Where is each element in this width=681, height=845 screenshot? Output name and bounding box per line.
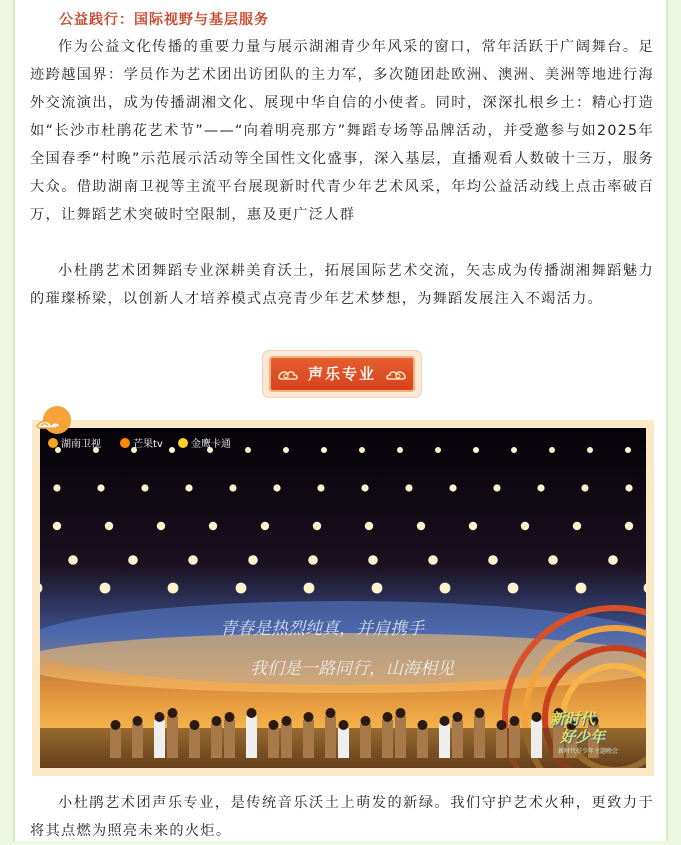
stage-light bbox=[157, 522, 165, 530]
performer-head bbox=[418, 720, 428, 730]
performer bbox=[531, 720, 542, 758]
performer bbox=[452, 720, 463, 758]
stage-light bbox=[417, 522, 425, 530]
stage-light bbox=[449, 484, 456, 491]
performer bbox=[509, 724, 520, 758]
performer bbox=[417, 728, 428, 758]
badge-label: 声乐专业 bbox=[307, 365, 376, 383]
stage-light bbox=[245, 447, 251, 453]
performer-head bbox=[453, 712, 463, 722]
stage-light bbox=[229, 484, 236, 491]
performer-head bbox=[475, 708, 485, 718]
stage-light bbox=[397, 447, 403, 453]
stage-light bbox=[317, 484, 324, 491]
performer-head bbox=[190, 720, 200, 730]
performer bbox=[360, 724, 371, 758]
performer-head bbox=[396, 708, 406, 718]
stage-light bbox=[581, 484, 588, 491]
stage-light bbox=[361, 484, 368, 491]
lyrics-line-2: 我们是一路同行，山海相见 bbox=[250, 659, 454, 679]
performer bbox=[395, 716, 406, 758]
stage-light bbox=[236, 583, 247, 594]
stage-light bbox=[473, 447, 479, 453]
paragraph-vocal-intro: 小杜鹃艺术团声乐专业，是传统音乐沃土上萌发的新绿。我们守护艺术火种，更致力于将其点燃为照亮未来的火炬。 bbox=[30, 795, 654, 839]
stage-light bbox=[168, 583, 179, 594]
stage-light bbox=[365, 522, 373, 530]
stage-light bbox=[321, 447, 327, 453]
stage-light bbox=[313, 522, 321, 530]
paragraph-public-service: 作为公益文化传播的重要力量与展示湖湘青少年风采的窗口，常年活跃于广阔舞台。足迹跨越国界：学员作为艺术团出访团队的主力军，多次随团赴欧洲、澳洲、美洲等地进行海外交流演出，成为传播湖湘文化、展现中华自信的小使者。同时，深深扎根乡土：精心打造如“长沙市杜鹃花艺术节”——“向着明亮那方”舞蹈专场等品牌活动，并受邀参与如2025年全国春季“村晚”示范展示活动等全国性文化盛事，深入基层，直播观看人数破十三万，服务大众。借助湖南卫视等主流平台展现新时代青少年艺术风采，年均公益活动线上点击率破百万，让舞蹈艺术突破时空限制，惠及更广泛人群 bbox=[30, 39, 654, 223]
stage-light bbox=[185, 484, 192, 491]
stage-light bbox=[372, 583, 383, 594]
stage-light bbox=[549, 447, 555, 453]
performer-head bbox=[361, 716, 371, 726]
performer bbox=[439, 724, 450, 758]
article-page bbox=[13, 0, 668, 841]
stage-light bbox=[53, 522, 61, 530]
performer bbox=[224, 720, 235, 758]
performer-head bbox=[497, 720, 507, 730]
performer bbox=[303, 720, 314, 758]
stage-light bbox=[573, 522, 581, 530]
stage-light bbox=[188, 555, 198, 565]
stage-light bbox=[537, 484, 544, 491]
performer bbox=[211, 724, 222, 758]
stage-light bbox=[359, 447, 365, 453]
performer-head bbox=[133, 716, 143, 726]
stage-light bbox=[141, 484, 148, 491]
show-logo: 新时代 好少年 新时代好少年主题晚会 bbox=[550, 710, 619, 755]
broadcaster-logo: 湖南卫视 bbox=[48, 435, 101, 450]
stage-light bbox=[405, 484, 412, 491]
performer-head bbox=[269, 720, 279, 730]
performer-head bbox=[532, 712, 542, 722]
stage-light bbox=[68, 555, 78, 565]
performer-head bbox=[168, 708, 178, 718]
stage-light bbox=[304, 583, 315, 594]
stage-light bbox=[273, 484, 280, 491]
performer-head bbox=[155, 712, 165, 722]
stage-light bbox=[625, 484, 632, 491]
stage-light bbox=[493, 484, 500, 491]
stage-light bbox=[308, 555, 318, 565]
performer bbox=[189, 728, 200, 758]
paragraph-dance-summary: 小杜鹃艺术团舞蹈专业深耕美育沃土，拓展国际艺术交流，矢志成为传播湖湘舞蹈魅力的璀璨桥梁，以创新人才培养模式点亮青少年艺术梦想，为舞蹈发展注入不竭活力。 bbox=[30, 263, 654, 307]
stage-light bbox=[169, 447, 175, 453]
performer bbox=[268, 728, 279, 758]
performer bbox=[338, 728, 349, 758]
stage-light bbox=[521, 522, 529, 530]
stage-light bbox=[440, 583, 451, 594]
performer-head bbox=[282, 716, 292, 726]
stage-light bbox=[283, 447, 289, 453]
performer bbox=[325, 716, 336, 758]
stage-light bbox=[608, 555, 618, 565]
performer bbox=[281, 724, 292, 758]
stage-light bbox=[435, 447, 441, 453]
stage-light bbox=[53, 484, 60, 491]
performer-head bbox=[212, 716, 222, 726]
sun-cloud-icon bbox=[35, 404, 73, 442]
performer-head bbox=[304, 712, 314, 722]
performer bbox=[110, 728, 121, 758]
performer-head bbox=[510, 716, 520, 726]
concert-photo-frame bbox=[32, 420, 654, 776]
concert-photo bbox=[40, 428, 646, 768]
performer-head bbox=[247, 708, 257, 718]
performer bbox=[382, 720, 393, 758]
performer bbox=[474, 716, 485, 758]
stage-light bbox=[488, 555, 498, 565]
stage-light bbox=[209, 522, 217, 530]
performer-head bbox=[440, 716, 450, 726]
stage-light bbox=[587, 447, 593, 453]
stage-light bbox=[97, 484, 104, 491]
broadcaster-logo: 金鹰卡通 bbox=[178, 435, 231, 450]
stage-light bbox=[548, 555, 558, 565]
stage-light bbox=[368, 555, 378, 565]
stage-light bbox=[261, 522, 269, 530]
stage-light bbox=[128, 555, 138, 565]
stage-light bbox=[248, 555, 258, 565]
stage-light bbox=[511, 447, 517, 453]
stage-light bbox=[625, 447, 631, 453]
performer bbox=[154, 720, 165, 758]
lyrics-line-1: 青春是热烈纯真，并肩携手 bbox=[220, 619, 424, 639]
performer-head bbox=[225, 712, 235, 722]
performer bbox=[132, 724, 143, 758]
stage-light bbox=[428, 555, 438, 565]
stage-light bbox=[508, 583, 519, 594]
cloud-ornament-icon bbox=[385, 366, 407, 382]
section-badge bbox=[263, 351, 421, 397]
performer bbox=[167, 716, 178, 758]
section-heading: 公益践行：国际视野与基层服务 bbox=[59, 12, 269, 28]
performer-head bbox=[339, 720, 349, 730]
stage-light bbox=[469, 522, 477, 530]
stage-light bbox=[576, 583, 587, 594]
performer bbox=[246, 716, 257, 758]
performer-head bbox=[326, 708, 336, 718]
stage-light bbox=[100, 583, 111, 594]
broadcaster-logo: 芒果tv bbox=[120, 435, 163, 450]
performer bbox=[496, 728, 507, 758]
performer-head bbox=[383, 712, 393, 722]
stage-light bbox=[105, 522, 113, 530]
performer-head bbox=[111, 720, 121, 730]
stage-light bbox=[625, 522, 633, 530]
